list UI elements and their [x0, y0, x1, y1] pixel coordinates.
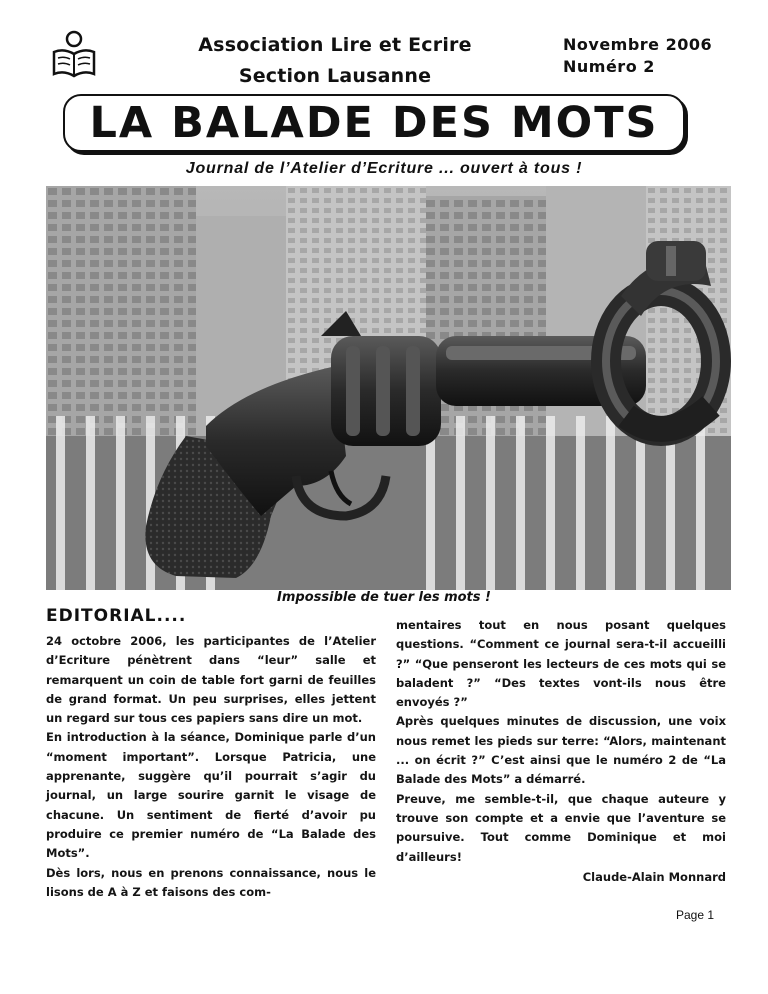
- knotted-gun-photo: [46, 186, 731, 590]
- issue-info: [563, 34, 733, 78]
- editorial-paragraph: Après quelques minutes de discussion, une voix nous remet les pieds sur terre: “Alors, maintenant ... on écrit ?” C’est ainsi que le numéro 2 de “La Balade des Mots” a démarré.: [396, 714, 726, 787]
- editorial-paragraph: mentaires tout en nous posant quelques questions. “Comment ce journal sera-t-il accueilli ?” “Que penseront les lecteurs de ces mots qui se baladent ?” “Des textes vont-ils nous être envoyés ?”: [396, 618, 726, 710]
- masthead-subtitle: Journal de l’Atelier d’Ecriture ... ouvert à tous !: [185, 160, 583, 177]
- photo-caption: Impossible de tuer les mots !: [277, 590, 491, 605]
- editorial-paragraph: En introduction à la séance, Dominique parle d’un “moment important”. Lorsque Patricia, une apprenante, suggère qu’il pourrait s’agir du journal, un large sourire garnit le visage de chacune. Un sentiment de fierté d’avoir pu produire ce premier numéro de “La Balade des Mots”.: [46, 730, 376, 861]
- editorial-right-column: [396, 616, 726, 887]
- association-header: [170, 30, 500, 92]
- masthead-title: LA BALADE DES MOTS: [89, 97, 659, 148]
- editorial-paragraph: Dès lors, nous en prenons connaissance, nous le lisons de A à Z et faisons des com-: [46, 865, 376, 899]
- editorial-heading: EDITORIAL....: [46, 606, 187, 626]
- editorial-left-column: [46, 632, 376, 902]
- editorial-paragraph: Preuve, me semble-t-il, que chaque auteure y trouve son compte et a envie que l’aventure se poursuive. Tout comme Dominique et moi d’ailleurs!: [396, 791, 726, 864]
- editorial-signature: Claude-Alain Monnard: [582, 869, 726, 884]
- editorial-paragraph: 24 octobre 2006, les participantes de l’Atelier d’Ecriture pénètrent dans “leur” salle et remarquent un coin de table fort garni de feuilles de grand format. Un peu surprises, elles jettent un regard sur tous ces papiers sans dire un mot.: [46, 634, 376, 726]
- association-name: Association Lire et Ecrire: [198, 34, 472, 56]
- masthead-box: [63, 94, 685, 152]
- page-number: Page 1: [676, 908, 715, 922]
- issue-number: Numéro 2: [563, 57, 655, 76]
- issue-date: Novembre 2006: [563, 35, 713, 54]
- section-name: Section Lausanne: [238, 65, 432, 87]
- reading-person-logo-icon: [46, 28, 102, 84]
